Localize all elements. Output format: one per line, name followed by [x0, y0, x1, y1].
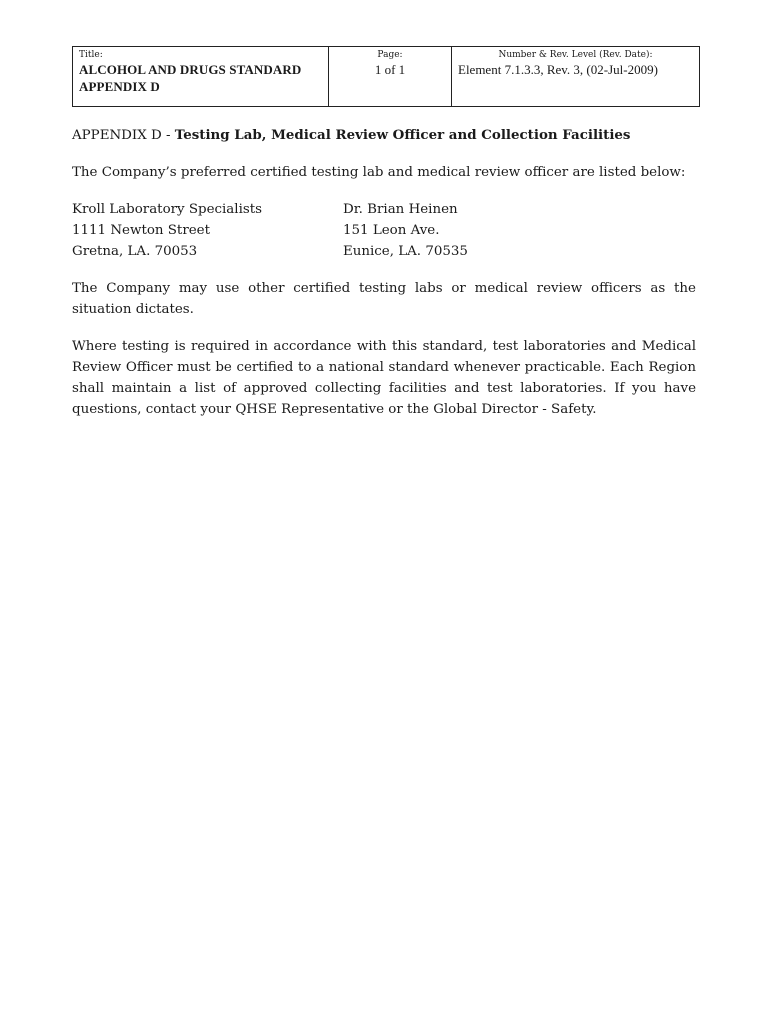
mro-city: Eunice, LA. 70535 [343, 244, 468, 259]
document-title-line1: ALCOHOL AND DRUGS STANDARD [79, 62, 302, 77]
page-label: Page: [377, 50, 403, 60]
other-labs-paragraph: The Company may use other certified testing labs or medical review officers as the situation dictates. [72, 281, 696, 317]
mro-address [343, 199, 614, 262]
number-rev-value: Element 7.1.3.3, Rev. 3, (02-Jul-2009) [458, 62, 658, 77]
section-heading-prefix: APPENDIX D - [72, 128, 175, 143]
header-number-cell [451, 47, 699, 106]
document-body [72, 125, 696, 436]
lab-street: 1111 Newton Street [72, 223, 210, 238]
header-page-cell [328, 47, 451, 106]
mro-name: Dr. Brian Heinen [343, 202, 458, 217]
document-title-line2: APPENDIX D [79, 79, 160, 94]
section-heading [72, 125, 696, 146]
title-label: Title: [79, 50, 103, 60]
certification-paragraph: Where testing is required in accordance with this standard, test laboratories and Medical Review Officer must be certified to a national standard whenever practicable. Each Region shall maintain a list of approved collecting facilities and test laboratories. If you have questions, contact your QHSE Representative or the Global Director - Safety. [72, 339, 696, 417]
section-heading-text: Testing Lab, Medical Review Officer and Collection Facilities [174, 127, 631, 143]
mro-street: 151 Leon Ave. [343, 223, 440, 238]
address-block [72, 199, 696, 262]
lab-address [72, 199, 343, 262]
page-number: 1 of 1 [374, 62, 406, 77]
intro-paragraph: The Company’s preferred certified testing lab and medical review officer are listed below: [72, 165, 686, 180]
document-header-table [72, 46, 700, 107]
lab-city: Gretna, LA. 70053 [72, 244, 198, 259]
number-rev-label: Number & Rev. Level (Rev. Date): [498, 50, 653, 60]
lab-name: Kroll Laboratory Specialists [72, 202, 262, 217]
header-title-cell [73, 47, 328, 106]
